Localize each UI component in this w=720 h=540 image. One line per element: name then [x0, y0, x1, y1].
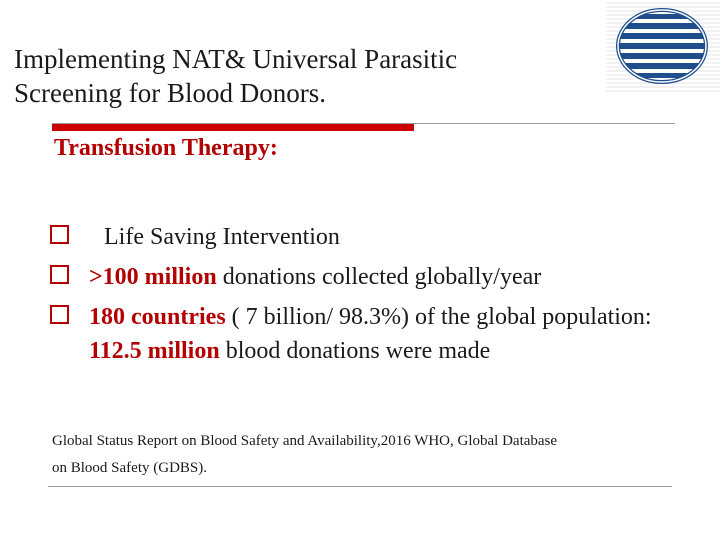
bullet-text: blood donations were made [219, 338, 491, 364]
slide-title-line-2: Screening for Blood Donors. [14, 78, 326, 108]
section-heading: Transfusion Therapy: [54, 135, 278, 161]
slide-title [14, 42, 594, 110]
bullet-highlight: >100 million [89, 264, 217, 290]
reference-citation [52, 428, 692, 482]
checkbox-bullet-icon [50, 305, 69, 324]
bullet-item [48, 220, 668, 254]
bullet-text: donations collected globally/year [216, 264, 542, 290]
bullet-item [48, 260, 668, 294]
checkbox-bullet-icon [50, 265, 69, 284]
logo-panel [606, 0, 720, 92]
bullet-highlight: 180 countries [89, 304, 226, 330]
bullet-item [48, 300, 668, 368]
slide-title-line-1: Implementing NAT& Universal Parasitic [14, 44, 458, 74]
bullet-text: ( 7 billion/ 98.3%) of the global population: [225, 304, 670, 330]
footer-divider [48, 486, 672, 487]
bullet-text: Life Saving Intervention [104, 224, 340, 250]
title-accent-bar [52, 124, 414, 131]
reference-line-1: Global Status Report on Blood Safety and Availability,2016 WHO, Global Database [52, 433, 558, 449]
reference-line-2: on Blood Safety (GDBS). [52, 460, 207, 476]
bullet-highlight: 112.5 million [89, 338, 220, 364]
checkbox-bullet-icon [50, 225, 69, 244]
globe-logo-icon [612, 6, 712, 86]
bullet-list [48, 220, 668, 368]
